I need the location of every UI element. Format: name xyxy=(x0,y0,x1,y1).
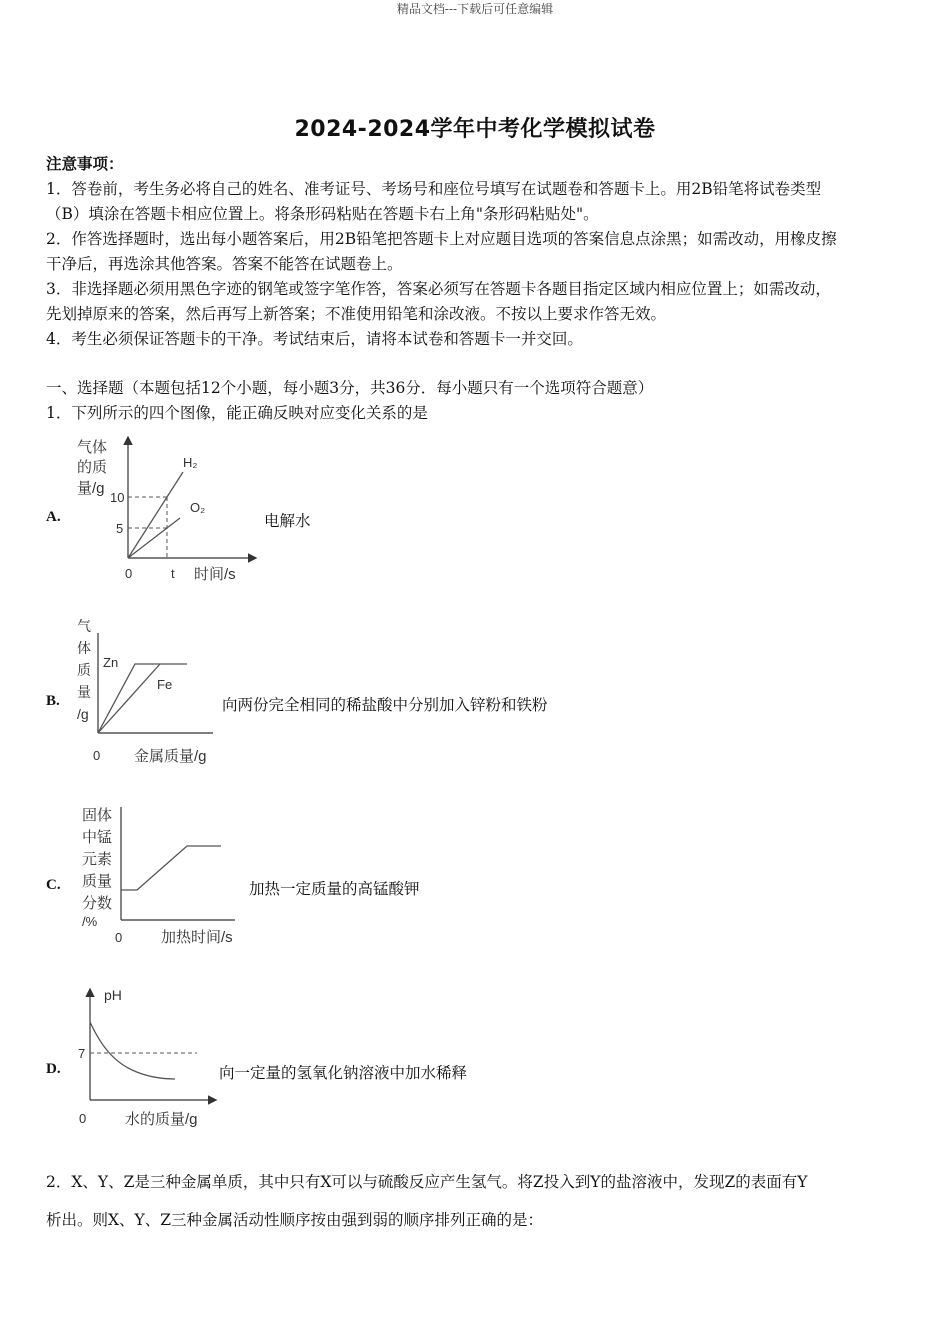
notice-line: （B）填涂在答题卡相应位置上。将条形码粘贴在答题卡右上角"条形码粘贴处"。 xyxy=(46,205,599,223)
x-axis-label: 水的质量/g xyxy=(125,1111,198,1128)
y-axis-label: 量/g xyxy=(77,480,105,497)
notice-line: 1．答卷前，考生务必将自己的姓名、准考证号、考场号和座位号填写在试题卷和答题卡上。用2B铅笔将试卷类型 xyxy=(46,180,822,198)
option-d-text: 向一定量的氢氧化钠溶液中加水稀释 xyxy=(219,1064,468,1082)
y-axis-label: 分数 xyxy=(82,895,113,912)
o2-line xyxy=(128,518,180,558)
series-label-o2: O₂ xyxy=(190,500,206,515)
option-c-graph xyxy=(75,797,250,955)
option-d-label: D. xyxy=(46,1061,61,1077)
series-label-h2: H₂ xyxy=(183,455,198,470)
y-axis-label: 中锰 xyxy=(82,829,113,846)
y-tick-label: 5 xyxy=(116,521,124,536)
x-axis-label: 加热时间/s xyxy=(161,929,233,946)
y-axis-label: 气 xyxy=(77,618,91,634)
option-a-text: 电解水 xyxy=(264,512,311,530)
option-c-label: C. xyxy=(46,877,61,893)
x-axis-label: 金属质量/g xyxy=(134,748,207,765)
y-axis-label: 的质 xyxy=(77,459,108,476)
ph-curve xyxy=(90,1022,175,1079)
y-axis-label: 固体 xyxy=(82,807,113,824)
question-1-stem: 1．下列所示的四个图像，能正确反映对应变化关系的是 xyxy=(46,404,428,422)
notice-line: 3．非选择题必须用黑色字迹的钢笔或签字笔作答，答案必须写在答题卡各题目指定区域内相应位置上；如需改动， xyxy=(46,280,831,298)
notice-line: 干净后，再选涂其他答案。答案不能答在试题卷上。 xyxy=(46,255,403,273)
y-axis-label: 量 xyxy=(77,684,91,700)
x-tick-label: t xyxy=(171,566,175,581)
y-axis-label: 质 xyxy=(77,662,91,678)
option-b-label: B. xyxy=(46,693,60,709)
option-b-text: 向两份完全相同的稀盐酸中分别加入锌粉和铁粉 xyxy=(222,696,548,714)
y-axis-label: 质量 xyxy=(82,873,113,890)
option-b-graph xyxy=(70,615,230,775)
zn-line xyxy=(98,664,187,733)
origin-label: 0 xyxy=(115,930,123,945)
section-heading: 一、选择题（本题包括12个小题，每小题3分，共36分．每小题只有一个选项符合题意） xyxy=(46,379,654,397)
option-c-text: 加热一定质量的高锰酸钾 xyxy=(249,880,420,898)
y-axis-label: 气体 xyxy=(77,439,108,456)
page-title: 2024-2024学年中考化学模拟试卷 xyxy=(294,117,656,142)
y-axis-label: 体 xyxy=(77,640,91,656)
y-axis-label: /g xyxy=(77,706,89,722)
notice-line: 2．作答选择题时，选出每小题答案后，用2B铅笔把答题卡上对应题目选项的答案信息点涂黑；如需改动，用橡皮擦 xyxy=(46,230,837,248)
series-label-fe: Fe xyxy=(157,677,173,692)
h2-line xyxy=(128,472,183,558)
notice-line: 4．考生必须保证答题卡的干净。考试结束后，请将本试卷和答题卡一并交回。 xyxy=(46,330,583,348)
option-a-label: A. xyxy=(46,509,61,525)
origin-label: 0 xyxy=(93,748,101,763)
y-axis-label: /% xyxy=(82,914,98,929)
notice-heading: 注意事项： xyxy=(46,154,124,173)
question-2-line: 2．X、Y、Z是三种金属单质，其中只有X可以与硫酸反应产生氢气。将Z投入到Y的盐溶液中，发现Z的表面有Y xyxy=(46,1173,808,1191)
series-label-zn: Zn xyxy=(103,655,119,670)
option-d-graph xyxy=(70,980,220,1135)
y-tick-label: 10 xyxy=(110,490,125,505)
origin-label: 0 xyxy=(125,566,133,581)
y-axis-label: pH xyxy=(104,987,122,1003)
y-axis-label: 元素 xyxy=(82,851,113,868)
notice-line: 先划掉原来的答案，然后再写上新答案；不准使用铅笔和涂改液。不按以上要求作答无效。 xyxy=(46,305,667,323)
option-a-graph xyxy=(70,430,260,590)
origin-label: 0 xyxy=(79,1111,87,1126)
question-2-line: 析出。则X、Y、Z三种金属活动性顺序按由强到弱的顺序排列正确的是： xyxy=(46,1211,544,1229)
y-tick-label: 7 xyxy=(78,1046,86,1061)
manganese-fraction-line xyxy=(121,846,221,890)
x-axis-label: 时间/s xyxy=(194,566,236,583)
page-header: 精品文档---下载后可任意编辑 xyxy=(396,2,554,16)
